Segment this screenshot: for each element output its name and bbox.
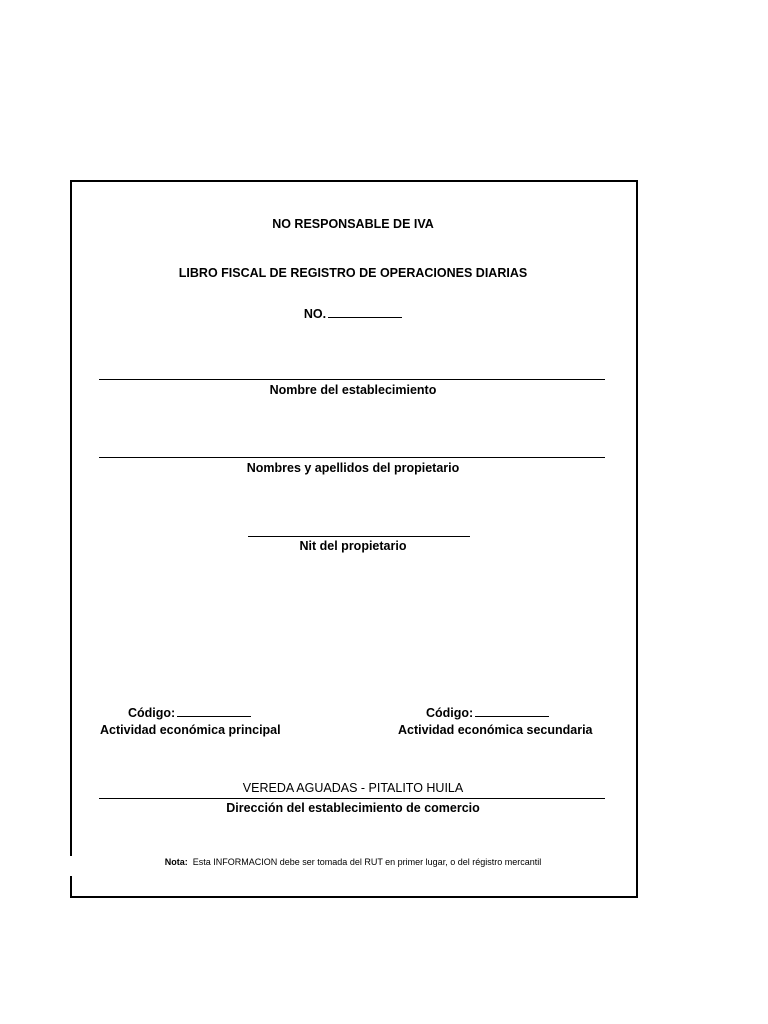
- nit-label: Nit del propietario: [299, 539, 407, 553]
- number-label: NO.: [303, 307, 327, 321]
- number-row: [70, 305, 636, 321]
- primary-code-blank-line[interactable]: [177, 704, 251, 717]
- secondary-code-blank-line[interactable]: [475, 704, 549, 717]
- secondary-activity-label: Actividad económica secundaria: [398, 723, 593, 737]
- number-blank-line[interactable]: [328, 305, 402, 318]
- establishment-line[interactable]: [99, 379, 605, 380]
- primary-code-row: [128, 704, 251, 720]
- address-label: Dirección del establecimiento de comercio: [226, 801, 480, 815]
- heading-iva: NO RESPONSABLE DE IVA: [272, 217, 434, 231]
- owner-names-line[interactable]: [99, 457, 605, 458]
- primary-activity-label: Actividad económica principal: [100, 723, 281, 737]
- heading-book: LIBRO FISCAL DE REGISTRO DE OPERACIONES DIARIAS: [178, 266, 528, 280]
- note-prefix: Nota:: [164, 857, 188, 867]
- establishment-label: Nombre del establecimiento: [269, 383, 437, 397]
- note: [70, 857, 636, 867]
- secondary-code-label: Código:: [426, 706, 474, 720]
- primary-code-label: Código:: [128, 706, 176, 720]
- address-line[interactable]: [99, 798, 605, 799]
- address-value: VEREDA AGUADAS - PITALITO HUILA: [242, 781, 464, 795]
- note-text: Esta INFORMACION debe ser tomada del RUT en primer lugar, o del régistro mercantil: [192, 857, 542, 867]
- owner-names-label: Nombres y apellidos del propietario: [246, 461, 460, 475]
- secondary-code-row: [426, 704, 549, 720]
- nit-line[interactable]: [248, 536, 470, 537]
